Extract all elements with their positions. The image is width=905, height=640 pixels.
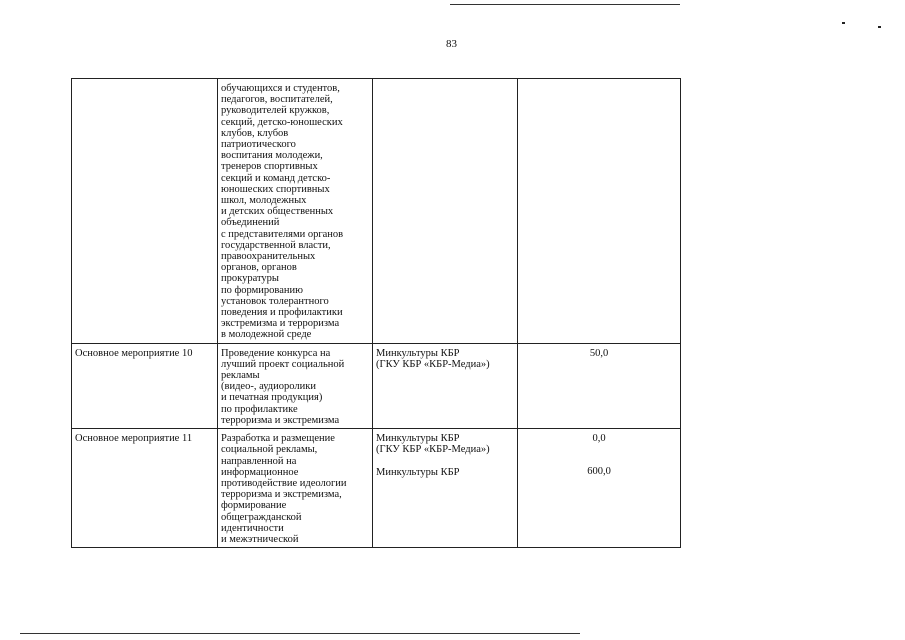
table-row <box>72 343 681 428</box>
cell-line: Проведение конкурса на <box>221 347 331 359</box>
cell-line: объединений <box>221 217 280 229</box>
cell-line: органов, органов <box>221 262 297 274</box>
cell-line: педагогов, воспитателей, <box>221 94 333 106</box>
cell-line <box>521 444 677 455</box>
funding-cell <box>518 79 681 344</box>
cell-line: и детских общественных <box>221 206 334 218</box>
scan-artifact-line <box>20 633 580 634</box>
cell-line: 50,0 <box>589 347 609 359</box>
cell-line: воспитания молодежи, <box>221 150 323 162</box>
cell-line: секций, детско-юношеских <box>221 116 343 128</box>
cell-line: экстремизма и терроризма <box>221 318 340 330</box>
cell-line: по формированию <box>221 284 303 296</box>
scan-artifact-dot <box>842 22 845 24</box>
cell-line: информационное <box>221 466 299 478</box>
cell-line: (ГКУ КБР «КБР-Медиа») <box>376 358 490 370</box>
scan-artifact-line <box>450 4 680 5</box>
cell-line: руководителей кружков, <box>221 105 330 117</box>
measure-description-cell <box>218 79 373 344</box>
executor-cell <box>373 79 518 344</box>
cell-line: патриотического <box>221 139 296 151</box>
cell-line: противодействие идеологии <box>221 477 347 489</box>
funding-cell <box>518 343 681 428</box>
cell-line: правоохранительных <box>221 251 316 263</box>
cell-line: по профилактике <box>221 403 298 415</box>
cell-line: идентичности <box>221 522 284 534</box>
measure-description-cell <box>218 343 373 428</box>
measure-name-cell <box>72 79 218 344</box>
executor-cell <box>373 429 518 548</box>
funding-cell <box>518 429 681 548</box>
program-measures-table <box>71 78 681 548</box>
table-row <box>72 79 681 344</box>
cell-line: лучший проект социальной <box>221 358 345 370</box>
cell-line: прокуратуры <box>221 273 279 285</box>
cell-line: тренеров спортивных <box>221 161 318 173</box>
cell-line: клубов, клубов <box>221 127 289 139</box>
page-number: 83 <box>446 38 457 50</box>
cell-line: и межэтнической <box>221 533 299 545</box>
cell-line: терроризма и экстремизма, <box>221 489 342 501</box>
cell-line: с представителями органов <box>221 228 344 240</box>
cell-line <box>521 455 677 466</box>
cell-line: секций и команд детско- <box>221 172 331 184</box>
cell-line: (видео-, аудиоролики <box>221 381 316 393</box>
cell-line: социальной рекламы, <box>221 444 318 456</box>
cell-line: 600,0 <box>587 466 611 478</box>
scan-artifact-dot <box>878 26 881 28</box>
cell-line: в молодежной среде <box>221 329 312 341</box>
measure-name-cell: Основное мероприятие 11 <box>72 429 218 548</box>
cell-line: установок толерантного <box>221 295 329 307</box>
cell-line: (ГКУ КБР «КБР-Медиа») <box>376 444 490 456</box>
cell-line: государственной власти, <box>221 239 331 251</box>
measure-description-cell <box>218 429 373 548</box>
cell-line: Минкультуры КБР <box>376 466 460 478</box>
table-row <box>72 429 681 548</box>
cell-line: формирование <box>221 500 287 512</box>
cell-line: Минкультуры КБР <box>376 433 460 445</box>
cell-line: Разработка и размещение <box>221 433 335 445</box>
cell-line: рекламы <box>221 370 260 382</box>
cell-line <box>376 456 514 467</box>
cell-line: направленной на <box>221 455 297 467</box>
cell-line: терроризма и экстремизма <box>221 414 340 426</box>
cell-line: Минкультуры КБР <box>376 347 460 359</box>
cell-line: 0,0 <box>592 433 606 445</box>
cell-line: поведения и профилактики <box>221 307 343 319</box>
measure-name-cell: Основное мероприятие 10 <box>72 343 218 428</box>
executor-cell <box>373 343 518 428</box>
cell-line: и печатная продукция) <box>221 392 323 404</box>
cell-line: школ, молодежных <box>221 195 307 207</box>
cell-line: общегражданской <box>221 511 302 523</box>
cell-line: обучающихся и студентов, <box>221 83 340 94</box>
cell-line: юношеских спортивных <box>221 183 330 195</box>
